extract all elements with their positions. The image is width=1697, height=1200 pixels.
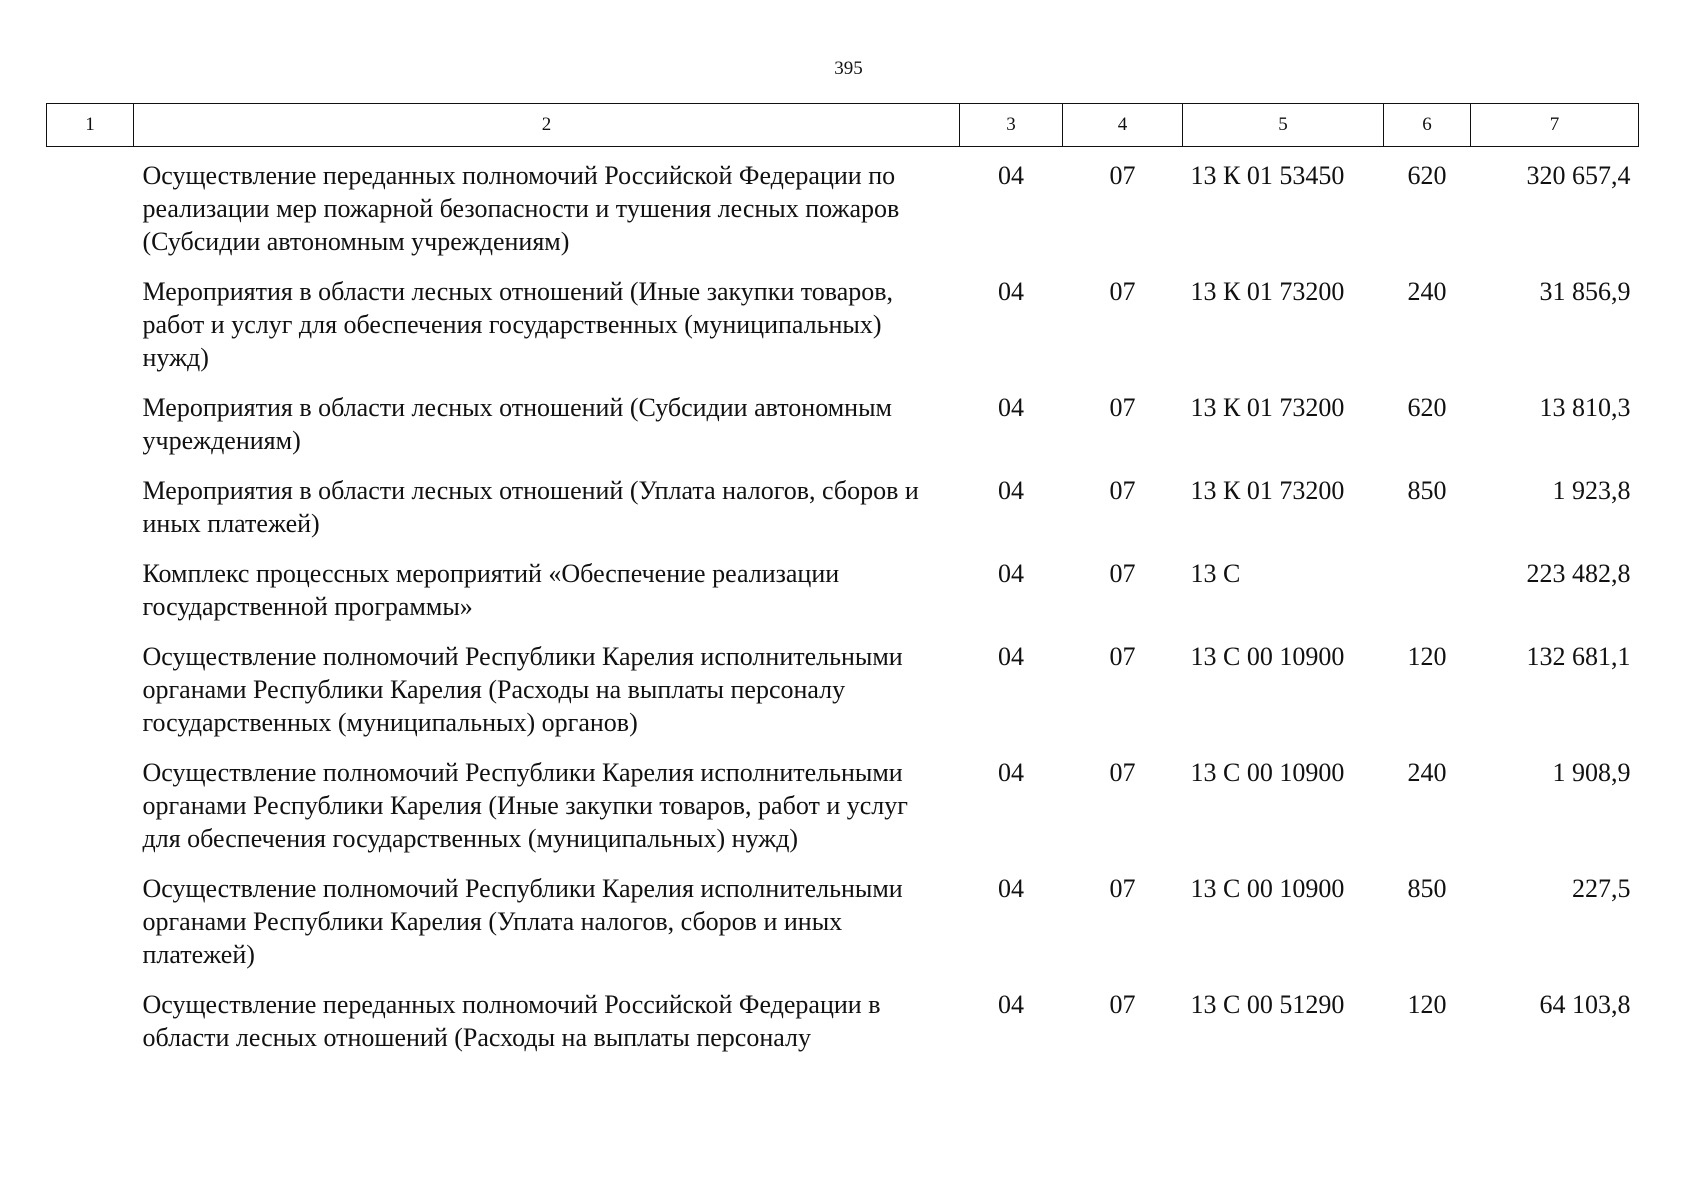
description-cell: Осуществление полномочий Республики Карелия исполнительными органами Республики Карелия (Расходы на выплаты персоналу государственных (муниципальных) органов)	[142, 642, 903, 737]
target-item-cell: 13 К 01 73200	[1190, 476, 1345, 505]
description-cell: Мероприятия в области лесных отношений (Иные закупки товаров, работ и услуг для обеспечения государственных (муниципальных) нужд)	[142, 277, 894, 372]
column-header-5: 5	[1183, 104, 1384, 147]
table-row	[47, 275, 1639, 391]
expense-type-cell: 240	[1407, 277, 1447, 306]
target-item-cell: 13 С	[1190, 559, 1241, 588]
expense-type-cell	[1384, 557, 1471, 640]
column-header-7: 7	[1471, 104, 1639, 147]
amount-cell: 132 681,1	[1526, 642, 1631, 671]
amount-cell: 13 810,3	[1539, 393, 1631, 422]
subsection-cell: 07	[1109, 277, 1136, 306]
amount-cell: 1 908,9	[1552, 758, 1631, 787]
table-row	[47, 988, 1639, 1071]
row-number-cell	[47, 275, 134, 391]
subsection-cell: 07	[1109, 990, 1136, 1019]
section-cell: 04	[998, 393, 1024, 422]
expense-type-cell: 850	[1407, 476, 1447, 505]
expense-type-cell: 120	[1407, 642, 1447, 671]
target-item-cell: 13 К 01 73200	[1190, 277, 1345, 306]
section-cell: 04	[998, 642, 1024, 671]
amount-cell: 223 482,8	[1526, 559, 1631, 588]
subsection-cell: 07	[1109, 559, 1136, 588]
row-number-cell	[47, 474, 134, 557]
description-cell: Осуществление переданных полномочий Российской Федерации в области лесных отношений (Расходы на выплаты персоналу	[142, 990, 881, 1052]
target-item-cell: 13 С 00 10900	[1190, 758, 1345, 787]
amount-cell: 31 856,9	[1539, 277, 1631, 306]
table-row	[47, 557, 1639, 640]
page-number: 395	[834, 58, 863, 79]
column-header-1: 1	[47, 104, 134, 147]
table-row	[47, 756, 1639, 872]
target-item-cell: 13 К 01 73200	[1190, 393, 1345, 422]
description-cell: Осуществление полномочий Республики Карелия исполнительными органами Республики Карелия (Иные закупки товаров, работ и услуг для обеспечения государственных (муниципальных) нужд)	[142, 758, 908, 853]
description-cell: Осуществление полномочий Республики Карелия исполнительными органами Республики Карелия (Уплата налогов, сборов и иных платежей)	[142, 874, 903, 969]
subsection-cell: 07	[1109, 758, 1136, 787]
amount-cell: 320 657,4	[1526, 161, 1631, 190]
row-number-cell	[47, 872, 134, 988]
section-cell: 04	[998, 277, 1024, 306]
section-cell: 04	[998, 758, 1024, 787]
subsection-cell: 07	[1109, 642, 1136, 671]
section-cell: 04	[998, 161, 1024, 190]
target-item-cell: 13 С 00 10900	[1190, 874, 1345, 903]
expense-type-cell: 120	[1407, 990, 1447, 1019]
expense-type-cell: 850	[1407, 874, 1447, 903]
target-item-cell: 13 С 00 51290	[1190, 990, 1345, 1019]
subsection-cell: 07	[1109, 874, 1136, 903]
table-row	[47, 640, 1639, 756]
row-number-cell	[47, 147, 134, 276]
subsection-cell: 07	[1109, 161, 1136, 190]
column-header-6: 6	[1384, 104, 1471, 147]
description-cell: Осуществление переданных полномочий Российской Федерации по реализации мер пожарной безопасности и тушения лесных пожаров (Субсидии автономным учреждениям)	[142, 161, 900, 256]
column-header-3: 3	[960, 104, 1063, 147]
column-header-2: 2	[134, 104, 960, 147]
section-cell: 04	[998, 874, 1024, 903]
table-row	[47, 474, 1639, 557]
expense-type-cell: 620	[1407, 161, 1447, 190]
row-number-cell	[47, 988, 134, 1071]
row-number-cell	[47, 391, 134, 474]
table-row	[47, 147, 1639, 276]
target-item-cell: 13 С 00 10900	[1190, 642, 1345, 671]
expense-type-cell: 240	[1407, 758, 1447, 787]
section-cell: 04	[998, 476, 1024, 505]
amount-cell: 64 103,8	[1539, 990, 1631, 1019]
target-item-cell: 13 К 01 53450	[1190, 161, 1345, 190]
subsection-cell: 07	[1109, 393, 1136, 422]
column-header-4: 4	[1063, 104, 1183, 147]
description-cell: Мероприятия в области лесных отношений (Уплата налогов, сборов и иных платежей)	[142, 476, 919, 538]
row-number-cell	[47, 640, 134, 756]
table-body	[47, 147, 1639, 1072]
amount-cell: 1 923,8	[1552, 476, 1631, 505]
amount-cell: 227,5	[1572, 874, 1631, 903]
description-cell: Мероприятия в области лесных отношений (Субсидии автономным учреждениям)	[142, 393, 892, 455]
section-cell: 04	[998, 559, 1024, 588]
table-row	[47, 391, 1639, 474]
subsection-cell: 07	[1109, 476, 1136, 505]
expense-type-cell: 620	[1407, 393, 1447, 422]
column-number-row	[47, 104, 1639, 147]
row-number-cell	[47, 756, 134, 872]
table-row	[47, 872, 1639, 988]
description-cell: Комплекс процессных мероприятий «Обеспечение реализации государственной программы»	[142, 559, 840, 621]
section-cell: 04	[998, 990, 1024, 1019]
budget-table	[46, 103, 1639, 1071]
table-header	[47, 104, 1639, 147]
row-number-cell	[47, 557, 134, 640]
